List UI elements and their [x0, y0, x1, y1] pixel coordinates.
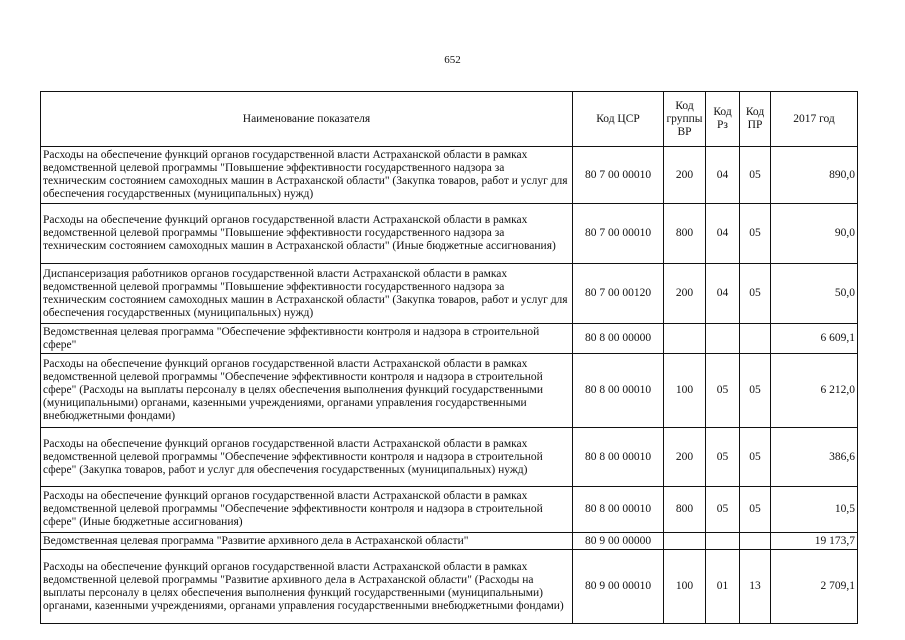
row-name: Расходы на обеспечение функций органов государственной власти Астраханской области в рамках ведомственной целевой программы "Обеспечение эффективности контроля и надзора в строительной сфере" (Иные бюджетные ассигнования): [41, 487, 573, 533]
table-row: [41, 324, 858, 354]
page-number: 652: [444, 54, 461, 66]
row-rz: 05: [706, 354, 740, 428]
row-vr: [664, 533, 706, 550]
table-row: [41, 550, 858, 624]
budget-table: [40, 91, 858, 624]
table-header-row: [41, 92, 858, 147]
row-rz: 01: [706, 550, 740, 624]
row-name: Расходы на обеспечение функций органов государственной власти Астраханской области в рамках ведомственной целевой программы "Обеспечение эффективности контроля и надзора в строительной сфере" (Закупка товаров, работ и услуг для обеспечения государственных (муниципальных) нужд): [41, 428, 573, 487]
row-name: Диспансеризация работников органов государственной власти Астраханской области в рамках ведомственной целевой программы "Повышение эффективности государственного надзора за техническим состоянием самоходных машин в Астраханской области" (Закупка товаров, работ и услуг для обеспечения государственных (муниципальных) нужд): [41, 264, 573, 324]
header-vr-code: Код группы ВР: [664, 92, 706, 147]
row-sum: 386,6: [771, 428, 858, 487]
row-vr: 100: [664, 550, 706, 624]
row-name: Расходы на обеспечение функций органов государственной власти Астраханской области в рамках ведомственной целевой программы "Развитие архивного дела в Астраханской области" (Расходы на выплаты персоналу в целях обеспечения выполнения функций государственными (муниципальными) органами, казенными учреждениями, органами управления государственными внебюджетными фондами): [41, 550, 573, 624]
row-pr: 05: [740, 264, 771, 324]
table-row: [41, 487, 858, 533]
row-csr: 80 7 00 00120: [573, 264, 664, 324]
row-csr: 80 7 00 00010: [573, 204, 664, 264]
row-csr: 80 8 00 00010: [573, 354, 664, 428]
row-pr: [740, 533, 771, 550]
row-pr: 05: [740, 428, 771, 487]
row-rz: 05: [706, 428, 740, 487]
table-row: [41, 428, 858, 487]
row-sum: 10,5: [771, 487, 858, 533]
table-row: [41, 354, 858, 428]
table-row: [41, 533, 858, 550]
row-name: Расходы на обеспечение функций органов государственной власти Астраханской области в рамках ведомственной целевой программы "Повышение эффективности государственного надзора за техническим состоянием самоходных машин в Астраханской области" (Закупка товаров, работ и услуг для обеспечения государственных (муниципальных) нужд): [41, 147, 573, 204]
header-rz-code: Код Рз: [706, 92, 740, 147]
row-name: Ведомственная целевая программа "Обеспечение эффективности контроля и надзора в строительной сфере": [41, 324, 573, 354]
row-rz: 04: [706, 264, 740, 324]
row-csr: 80 8 00 00010: [573, 487, 664, 533]
header-pr-code: Код ПР: [740, 92, 771, 147]
row-csr: 80 8 00 00000: [573, 324, 664, 354]
row-rz: 04: [706, 204, 740, 264]
row-vr: 800: [664, 487, 706, 533]
row-csr: 80 9 00 00000: [573, 533, 664, 550]
row-sum: 2 709,1: [771, 550, 858, 624]
row-vr: 200: [664, 147, 706, 204]
row-csr: 80 9 00 00010: [573, 550, 664, 624]
row-pr: 05: [740, 354, 771, 428]
row-rz: 04: [706, 147, 740, 204]
row-pr: 05: [740, 147, 771, 204]
row-sum: 19 173,7: [771, 533, 858, 550]
row-sum: 6 212,0: [771, 354, 858, 428]
row-vr: 100: [664, 354, 706, 428]
header-indicator-name: Наименование показателя: [41, 92, 573, 147]
row-vr: 800: [664, 204, 706, 264]
row-pr: 13: [740, 550, 771, 624]
row-rz: 05: [706, 487, 740, 533]
row-rz: [706, 533, 740, 550]
header-csr-code: Код ЦСР: [573, 92, 664, 147]
header-year-2017: 2017 год: [771, 92, 858, 147]
row-rz: [706, 324, 740, 354]
table-row: [41, 264, 858, 324]
row-sum: 6 609,1: [771, 324, 858, 354]
row-pr: 05: [740, 204, 771, 264]
row-name: Ведомственная целевая программа "Развитие архивного дела в Астраханской области": [41, 533, 573, 550]
row-sum: 90,0: [771, 204, 858, 264]
row-csr: 80 7 00 00010: [573, 147, 664, 204]
table-row: [41, 204, 858, 264]
row-sum: 890,0: [771, 147, 858, 204]
row-pr: 05: [740, 487, 771, 533]
row-vr: [664, 324, 706, 354]
row-sum: 50,0: [771, 264, 858, 324]
row-csr: 80 8 00 00010: [573, 428, 664, 487]
row-name: Расходы на обеспечение функций органов государственной власти Астраханской области в рамках ведомственной целевой программы "Обеспечение эффективности контроля и надзора в строительной сфере" (Расходы на выплаты персоналу в целях обеспечения выполнения функций государственными (муниципальными) органами, казенными учреждениями, органами управления государственными внебюджетными фондами): [41, 354, 573, 428]
row-name: Расходы на обеспечение функций органов государственной власти Астраханской области в рамках ведомственной целевой программы "Повышение эффективности государственного надзора за техническим состоянием самоходных машин в Астраханской области" (Иные бюджетные ассигнования): [41, 204, 573, 264]
row-vr: 200: [664, 264, 706, 324]
table-row: [41, 147, 858, 204]
row-vr: 200: [664, 428, 706, 487]
row-pr: [740, 324, 771, 354]
